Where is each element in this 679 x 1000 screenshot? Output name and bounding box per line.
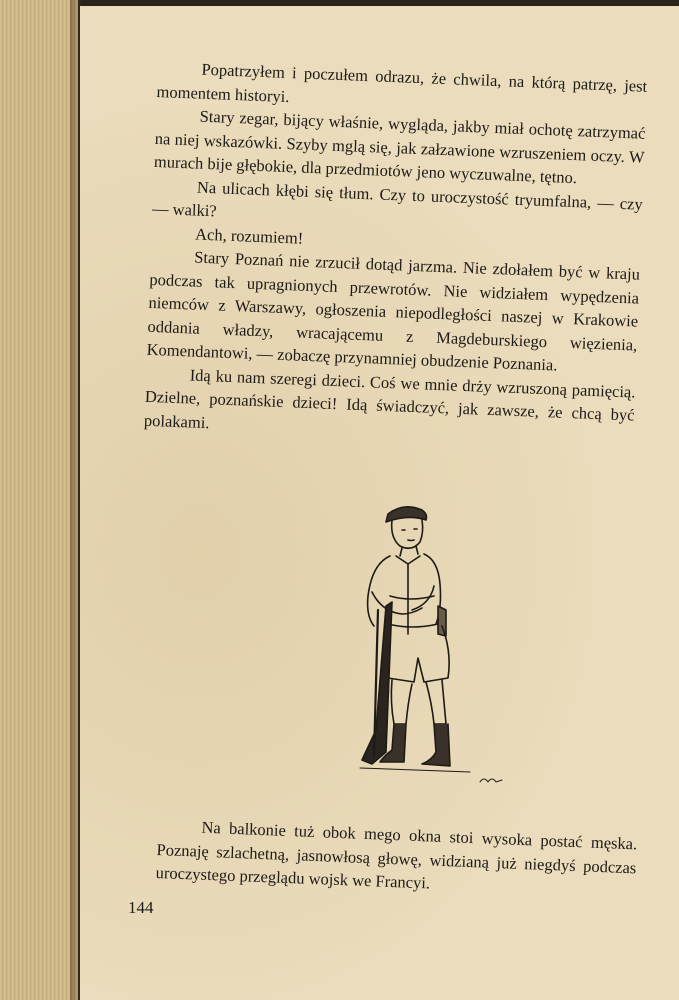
illustration-drawing [330,496,530,806]
paragraph: Na balkonie tuż obok mego okna stoi wysoka postać męska. Poznaję szlachetną, jasnowłosą głowę, widzianą już niegdyś podczas uroczystego przeglądu wojsk we Francyi. [155,817,638,893]
paragraph: Stary zegar, bijący właśnie, wygląda, jakby miał ochotę zatrzymać na niej wskazówki. Szyby mglą się, jak załzawione wzruszeniem oczy. W murach bije głębokie, dla przedmiotów jeno wyczuwalne, tętno. [153,106,646,188]
page-number: 144 [128,898,154,917]
paragraph: Ach, rozumiem! [194,224,304,248]
bottom-text-block [155,814,637,903]
main-text-block [144,56,648,451]
paragraph: Na ulicach kłębi się tłum. Czy to uroczystość tryumfalna, — czy — walki? [151,177,644,221]
paragraph: Popatrzyłem i poczułem odrazu, że chwila, na którą patrzę, jest momentem historyi. [156,59,648,106]
paragraph: Idą ku nam szeregi dzieci. Coś we mnie drży wzruszoną pamięcią. Dzielne, poznańskie dzieci! Idą świadczyć, jak zawsze, że chcą być polakami. [143,364,636,432]
paragraph: Stary Poznań nie zrzucił dotąd jarzma. Nie zdołałem być w kraju podczas tak upragnionych przewrotów. Nie widziałem wypędzenia niemców z Warszawy, ogłoszenia niepodległości naszej w Krakowie oddania władzy, wracającemu z Magdeburskiego więzienia, Komendantowi, — zobaczę przynamniej obudzenie Poznania. [146,247,641,375]
boy-with-rifle-illustration [330,496,530,806]
book-page-edges [0,0,78,1000]
book-page [80,6,679,1000]
